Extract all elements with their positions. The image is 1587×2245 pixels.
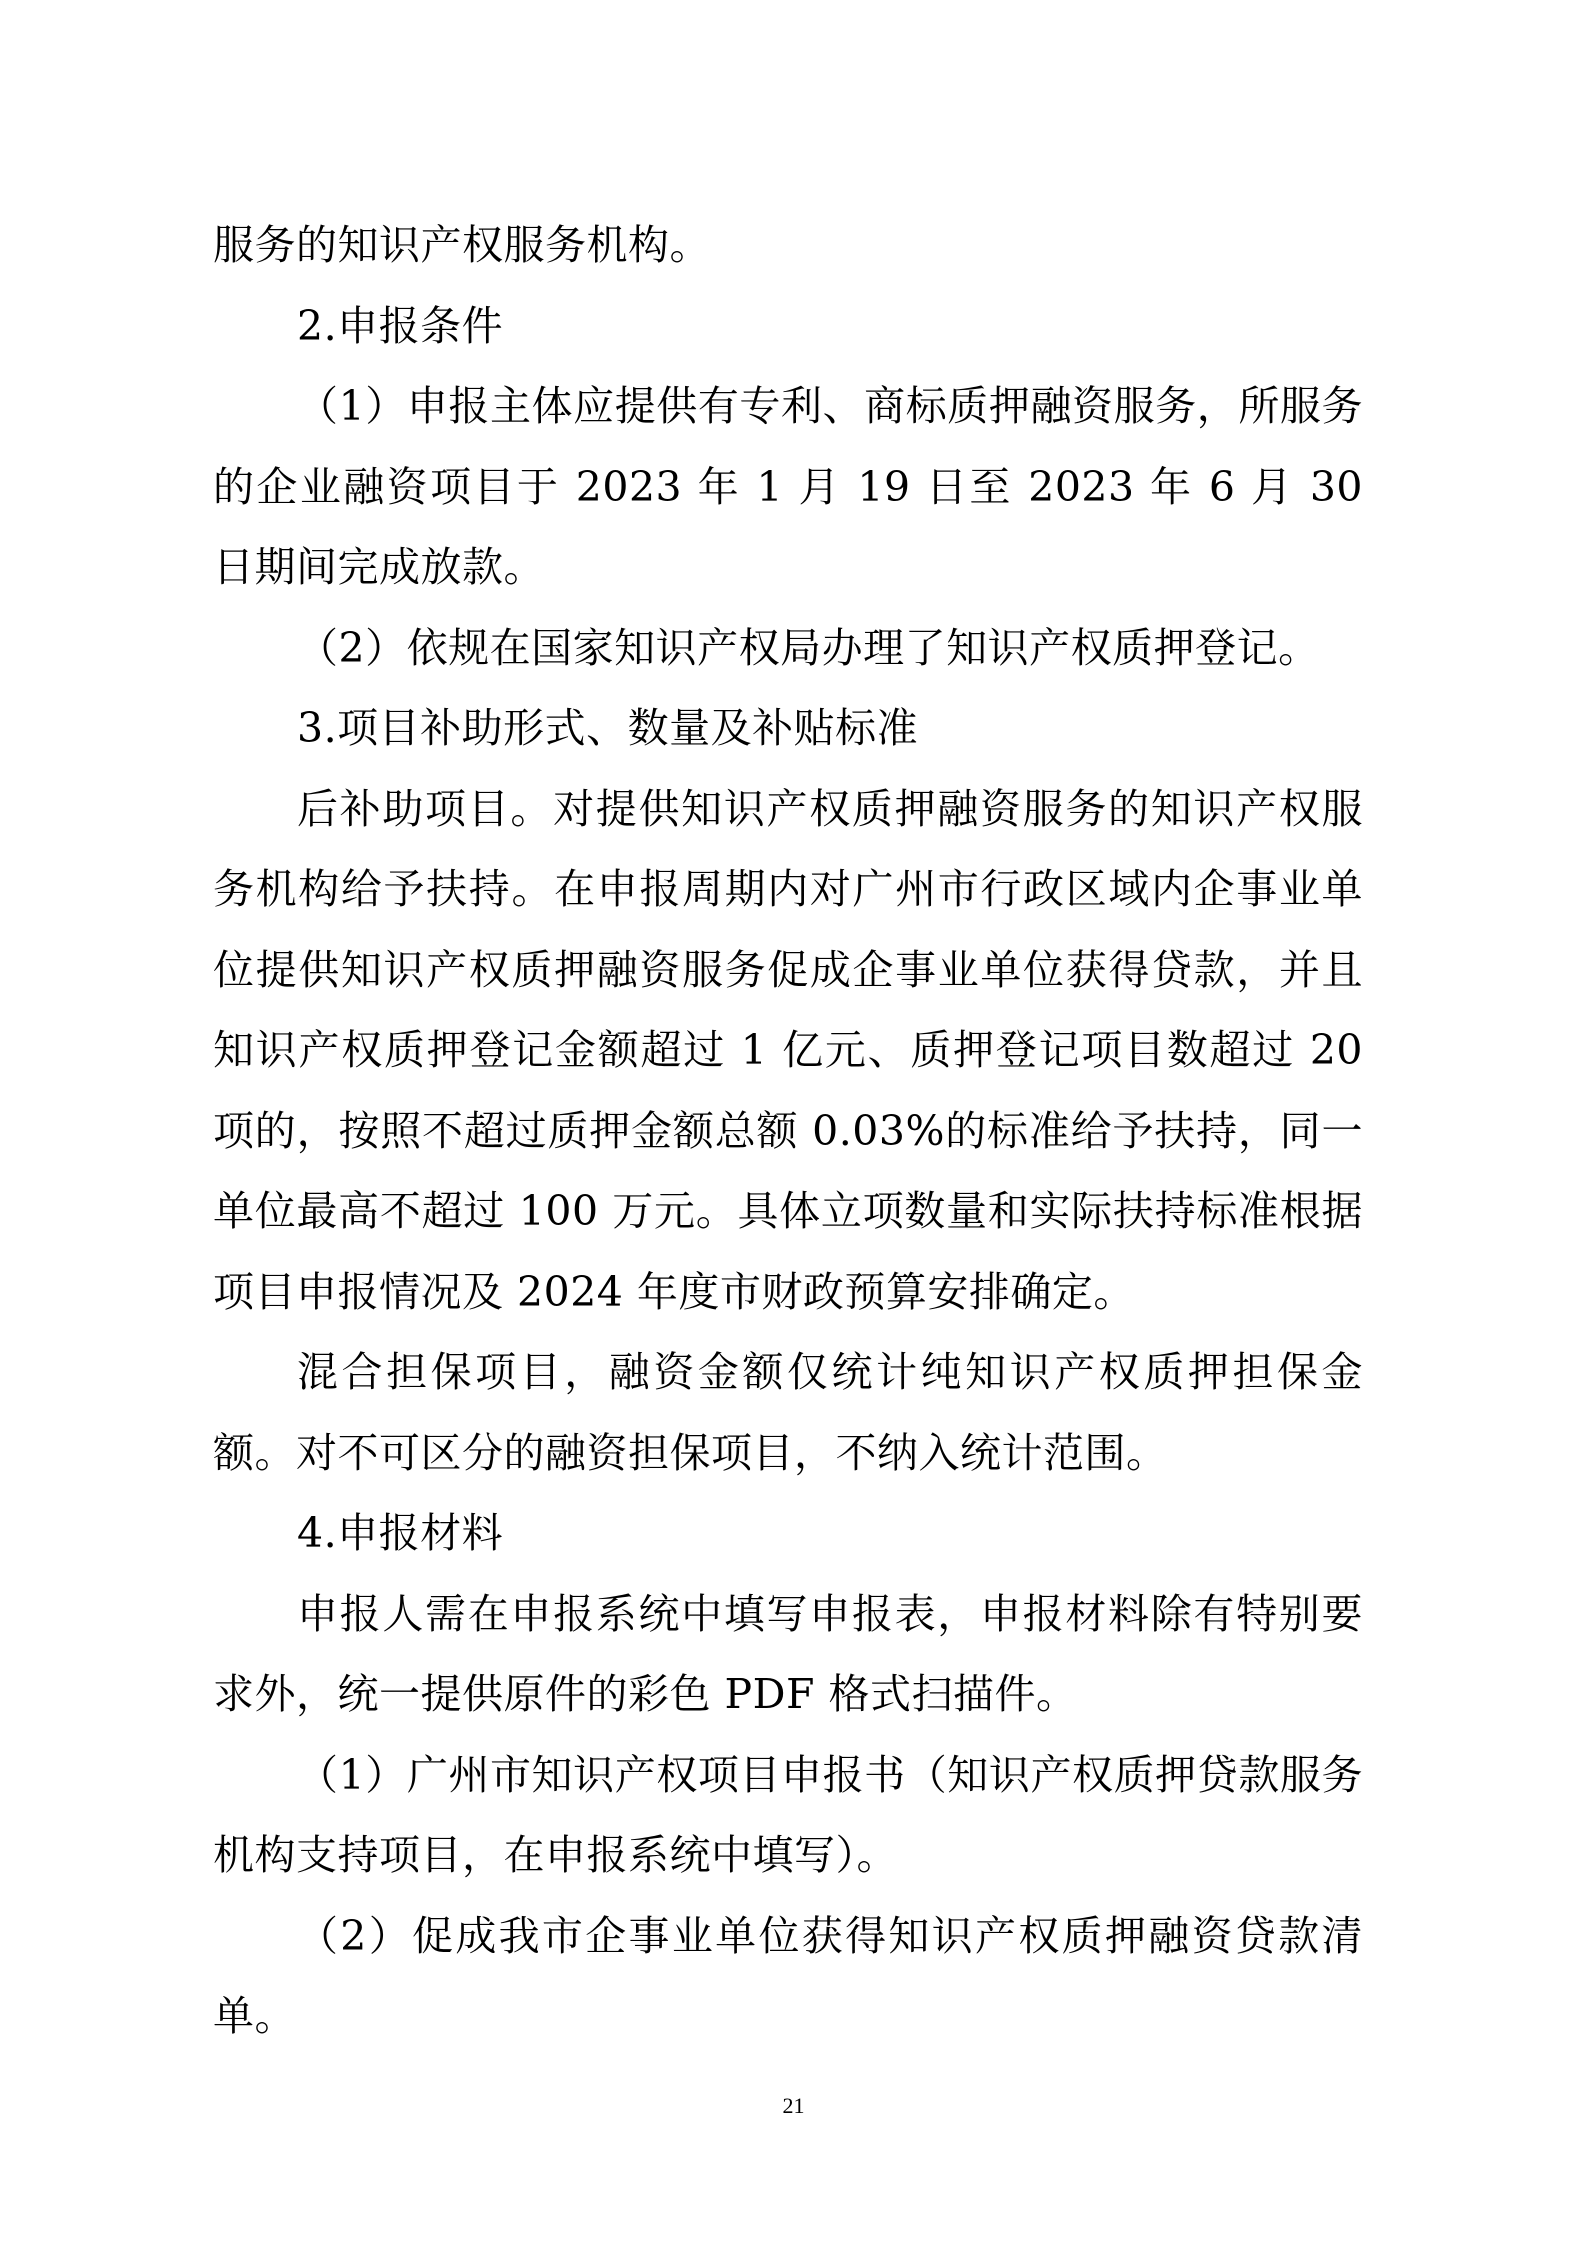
section-heading-2: 2.申报条件 <box>297 301 504 350</box>
document-body <box>213 205 1363 2057</box>
paragraph-continuation: 服务的知识产权服务机构。 <box>213 221 711 269</box>
material-item-2: （2）促成我市企事业单位获得知识产权质押融资贷款清单。 <box>213 1911 1363 2040</box>
material-item-1: （1）广州市知识产权项目申报书（知识产权质押贷款服务机构支持项目，在申报系统中填写）。 <box>213 1750 1363 1879</box>
materials-intro: 申报人需在申报系统中填写申报表，申报材料除有特别要求外，统一提供原件的彩色 PDF 格式扫描件。 <box>213 1589 1363 1718</box>
mixed-guarantee-note: 混合担保项目，融资金额仅统计纯知识产权质押担保金额。对不可区分的融资担保项目，不纳入统计范围。 <box>213 1348 1363 1477</box>
section-heading-4: 4.申报材料 <box>297 1509 504 1557</box>
condition-item-1: （1）申报主体应提供有专利、商标质押融资服务，所服务的企业融资项目于 2023 年 1 月 19 日至 2023 年 6 月 30 日期间完成放款。 <box>213 382 1363 591</box>
condition-item-2: （2）依规在国家知识产权局办理了知识产权质押登记。 <box>297 623 1320 672</box>
section-heading-3: 3.项目补助形式、数量及补贴标准 <box>297 704 919 752</box>
page-number: 21 <box>782 2093 805 2118</box>
subsidy-description: 后补助项目。对提供知识产权质押融资服务的知识产权服务机构给予扶持。在申报周期内对广州市行政区域内企事业单位提供知识产权质押融资服务促成企事业单位获得贷款，并且知识产权质押登记金额超过 1 亿元、质押登记项目数超过 20 项的，按照不超过质押金额总额 0.03%的标准给予扶持，同一单位最高不超过 100 万元。具体立项数量和实际扶持标准根据项目申报情况及 2024 年度市财政预算安排确定。 <box>213 784 1363 1316</box>
